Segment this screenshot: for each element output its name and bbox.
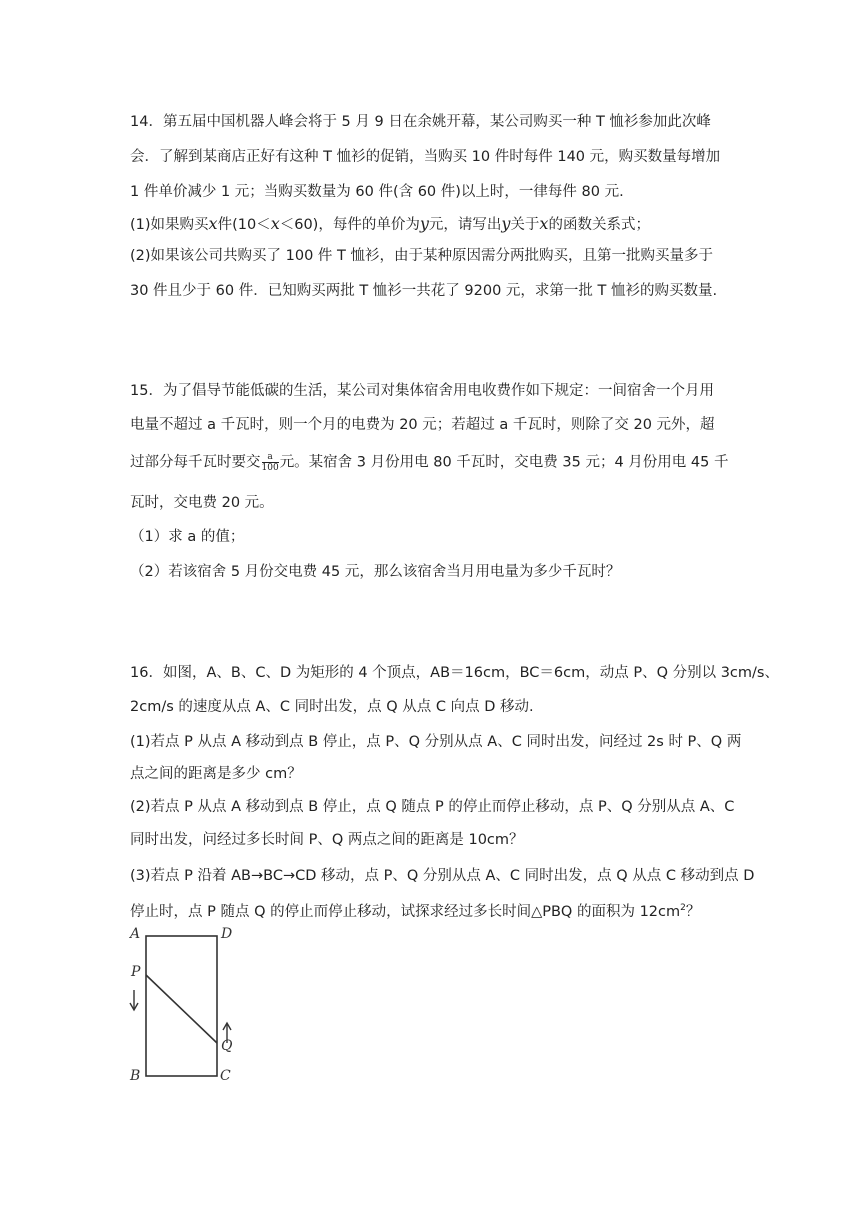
q16-line-4: 点之间的距离是多少 cm？ — [130, 766, 302, 782]
q14-line-1: 14．第五届中国机器人峰会将于 5 月 9 日在余姚开幕，某公司购买一种 T 恤衫参加此次峰 — [130, 114, 711, 130]
q16-line-2: 2cm/s 的速度从点 A、C 同时出发，点 Q 从点 C 向点 D 移动. — [130, 699, 534, 715]
q15-part-2: （2）若该宿舍 5 月份交电费 45 元，那么该宿舍当月用电量为多少千瓦时？ — [130, 564, 621, 580]
label-p: P — [131, 964, 141, 980]
label-b: B — [130, 1068, 141, 1084]
q14-line-6: 30 件且少于 60 件．已知购买两批 T 恤衫一共花了 9200 元，求第一批 T 恤衫的购买数量. — [130, 283, 718, 299]
q14-line-2: 会．了解到某商店正好有这种 T 恤衫的促销，当购买 10 件时每件 140 元，购买数量每增加 — [130, 149, 721, 165]
segment-pq — [146, 975, 217, 1043]
q16-part-2: (2)若点 P 从点 A 移动到点 B 停止，点 Q 随点 P 的停止而停止移动，点 P、Q 分别从点 A、C — [130, 799, 735, 815]
q16-line-6: 同时出发，问经过多长时间 P、Q 两点之间的距离是 10cm？ — [130, 832, 524, 848]
label-q: Q — [221, 1038, 233, 1054]
var-x: x — [270, 214, 280, 233]
q16-line-1: 16．如图，A、B、C、D 为矩形的 4 个顶点，AB＝16cm，BC＝6cm，动点 P、Q 分别以 3cm/s、 — [130, 665, 779, 681]
q16-part-1: (1)若点 P 从点 A 移动到点 B 停止，点 P、Q 分别从点 A、C 同时出发，问经过 2s 时 P、Q 两 — [130, 734, 742, 750]
q14-part-1: (1)如果购买x件(10＜x＜60)，每件的单价为y元，请写出y关于x的函数关系式； — [130, 214, 650, 233]
q14-line-3: 1 件单价减少 1 元；当购买数量为 60 件(含 60 件)以上时，一律每件 80 元. — [130, 184, 624, 200]
var-y: y — [419, 214, 429, 233]
q14-line-5: (2)如果该公司共购买了 100 件 T 恤衫，由于某种原因需分两批购买，且第一批购买量多于 — [130, 248, 714, 264]
q15-line-2: 电量不超过 a 千瓦时，则一个月的电费为 20 元；若超过 a 千瓦时，则除了交 20 元外，超 — [130, 417, 715, 433]
label-a: A — [130, 926, 141, 942]
label-c: C — [220, 1068, 231, 1084]
rectangle-abcd — [146, 936, 217, 1076]
var-x: x — [539, 214, 549, 233]
q15-line-4: 瓦时，交电费 20 元。 — [130, 495, 274, 511]
q15-part-1: （1）求 a 的值； — [130, 529, 245, 545]
var-x: x — [208, 214, 218, 233]
q16-line-8: 停止时，点 P 随点 Q 的停止而停止移动，试探求经过多长时间△PBQ 的面积为 $12cm^2$？ — [130, 903, 701, 920]
arrow-down-icon — [130, 990, 138, 1010]
q15-line-1: 15．为了倡导节能低碳的生活，某公司对集体宿舍用电收费作如下规定：一间宿舍一个月用 — [130, 383, 714, 399]
var-y: y — [501, 214, 511, 233]
q15-line-3: 过部分每千瓦时要交 $\frac{a}{100}$ 元。某宿舍 3 月份用电 80 千瓦时，交电费 35 元；4 月份用电 45 千 — [130, 452, 729, 473]
fraction: $\frac{a}{100}$ — [261, 452, 279, 473]
label-d: D — [221, 926, 233, 942]
q16-part-3: (3)若点 P 沿着 AB→BC→CD 移动，点 P、Q 分别从点 A、C 同时出发，点 Q 从点 C 移动到点 D — [130, 868, 755, 884]
